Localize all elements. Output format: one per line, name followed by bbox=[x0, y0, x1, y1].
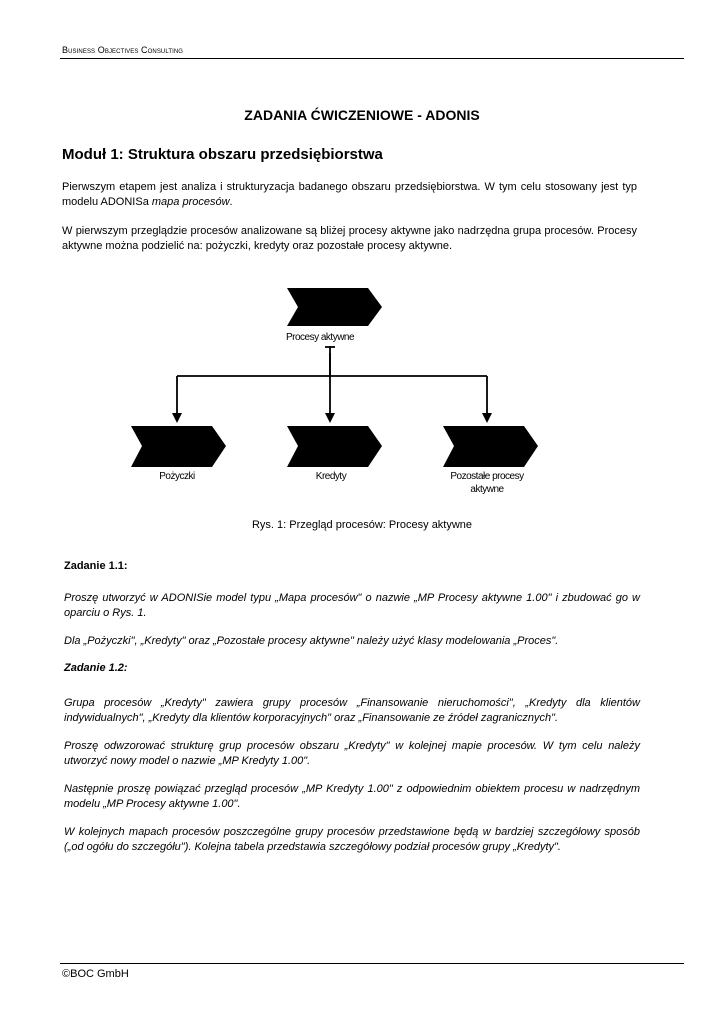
child-process-shape-pozostale bbox=[443, 426, 538, 467]
task-1-1-heading: Zadanie 1.1: bbox=[64, 560, 128, 572]
child-label-pozyczki: Pożyczki bbox=[159, 471, 195, 482]
intro-text-1: Pierwszym etapem jest analiza i strukturyzacja badanego obszaru przedsiębiorstwa. W tym celu stosowany jest typ modelu ADONISa bbox=[62, 181, 637, 208]
intro-text-2: . bbox=[229, 196, 233, 208]
task-1-2-paragraph-4: W kolejnych mapach procesów poszczególne grupy procesów przedstawione będą w bardziej szczegółowy sposób („od ogółu do szczegółu"). Kolejna tabela przedstawia szczegółowy podział procesów grupy „Kredyty". bbox=[64, 826, 640, 853]
overview-paragraph: W pierwszym przeglądzie procesów analizowane są bliżej procesy aktywne jako nadrzędna grupa procesów. Procesy aktywne można podzielić na: pożyczki, kredyty oraz pozostałe procesy aktywne. bbox=[62, 225, 637, 252]
intro-paragraph bbox=[62, 180, 637, 210]
child-process-shape-kredyty bbox=[287, 426, 382, 467]
module-heading: Moduł 1: Struktura obszaru przedsiębiorstwa bbox=[62, 146, 383, 163]
task-1-2-heading: Zadanie 1.2: bbox=[64, 662, 128, 674]
center-arrowhead bbox=[325, 413, 335, 423]
task-1-1-paragraph-2: Dla „Pożyczki", „Kredyty" oraz „Pozostałe procesy aktywne" należy użyć klasy modelowania „Proces". bbox=[64, 635, 559, 647]
task-1-1-paragraph-1: Proszę utworzyć w ADONISie model typu „Mapa procesów" o nazwie „MP Procesy aktywne 1.00" i zbudować go w oparciu o Rys. 1. bbox=[64, 592, 640, 619]
root-process-shape bbox=[287, 288, 382, 326]
footer-copyright: ©BOC GmbH bbox=[62, 968, 129, 980]
document-title: ZADANIA ĆWICZENIOWE - ADONIS bbox=[244, 107, 480, 123]
footer-divider bbox=[60, 963, 684, 964]
figure-caption: Rys. 1: Przegląd procesów: Procesy aktywne bbox=[251, 519, 473, 531]
task-1-2-paragraph-2: Proszę odwzorować strukturę grup procesów obszaru „Kredyty" w kolejnej mapie procesów. W tym celu należy utworzyć nowy model o nazwie „MP Kredyty 1.00". bbox=[64, 740, 640, 767]
child-label-pozostale-line1: Pozostałe procesy bbox=[450, 471, 524, 482]
child-label-pozostale-line2: aktywne bbox=[470, 484, 504, 495]
process-map-diagram bbox=[0, 280, 724, 500]
right-arrowhead bbox=[482, 413, 492, 423]
task-1-2-paragraph-1: Grupa procesów „Kredyty" zawiera grupy procesów „Finansowanie nieruchomości", „Kredyty dla klientów indywidualnych", „Kredyty dla klientów korporacyjnych" oraz „Finansowanie ze źródeł zagranicznych". bbox=[64, 697, 640, 724]
header-divider bbox=[60, 58, 684, 59]
left-arrowhead bbox=[172, 413, 182, 423]
intro-italic-term: mapa procesów bbox=[151, 196, 230, 208]
child-process-shape-pozyczki bbox=[131, 426, 226, 467]
root-process-label: Procesy aktywne bbox=[285, 332, 355, 343]
task-1-2-paragraph-3: Następnie proszę powiązać przegląd procesów „MP Kredyty 1.00" z odpowiednim obiektem procesu w nadrzędnym modelu „MP Procesy aktywne 1.00". bbox=[64, 783, 640, 810]
child-label-kredyty: Kredyty bbox=[315, 471, 347, 482]
page-header: Business Objectives Consulting bbox=[62, 45, 184, 55]
